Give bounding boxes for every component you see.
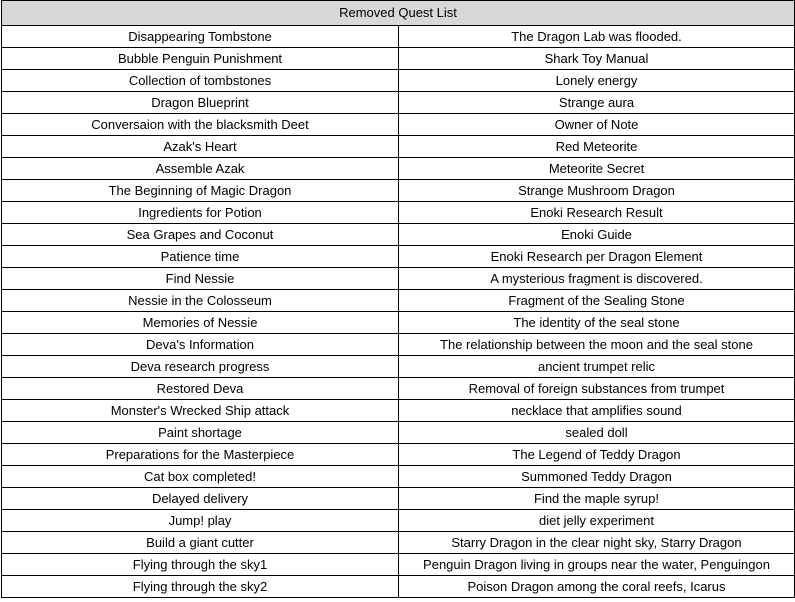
quest-name-right: The relationship between the moon and the seal stone: [399, 334, 795, 356]
quest-name-left: Delayed delivery: [2, 488, 399, 510]
removed-quest-table: [1, 0, 795, 598]
table-row: [2, 334, 795, 356]
quest-name-left: Jump! play: [2, 510, 399, 532]
table-row: [2, 576, 795, 598]
quest-name-left: Sea Grapes and Coconut: [2, 224, 399, 246]
table-row: [2, 488, 795, 510]
quest-name-right: A mysterious fragment is discovered.: [399, 268, 795, 290]
quest-name-left: Dragon Blueprint: [2, 92, 399, 114]
quest-name-left: Preparations for the Masterpiece: [2, 444, 399, 466]
table-row: [2, 554, 795, 576]
quest-name-right: Enoki Research Result: [399, 202, 795, 224]
quest-name-right: sealed doll: [399, 422, 795, 444]
quest-name-left: Deva's Information: [2, 334, 399, 356]
table-row: [2, 114, 795, 136]
quest-name-right: Find the maple syrup!: [399, 488, 795, 510]
table-row: [2, 510, 795, 532]
quest-name-left: Flying through the sky1: [2, 554, 399, 576]
quest-name-left: Build a giant cutter: [2, 532, 399, 554]
quest-name-right: Enoki Guide: [399, 224, 795, 246]
quest-name-left: The Beginning of Magic Dragon: [2, 180, 399, 202]
table-row: [2, 290, 795, 312]
quest-name-left: Flying through the sky2: [2, 576, 399, 598]
quest-name-left: Deva research progress: [2, 356, 399, 378]
table-row: [2, 466, 795, 488]
quest-name-right: diet jelly experiment: [399, 510, 795, 532]
quest-name-right: Owner of Note: [399, 114, 795, 136]
quest-name-left: Paint shortage: [2, 422, 399, 444]
table-row: [2, 532, 795, 554]
quest-name-right: Summoned Teddy Dragon: [399, 466, 795, 488]
table-row: [2, 180, 795, 202]
quest-name-left: Memories of Nessie: [2, 312, 399, 334]
quest-name-right: Lonely energy: [399, 70, 795, 92]
quest-name-left: Ingredients for Potion: [2, 202, 399, 224]
quest-name-right: Shark Toy Manual: [399, 48, 795, 70]
quest-name-left: Patience time: [2, 246, 399, 268]
table-row: [2, 400, 795, 422]
quest-name-right: Fragment of the Sealing Stone: [399, 290, 795, 312]
quest-name-left: Nessie in the Colosseum: [2, 290, 399, 312]
quest-name-right: necklace that amplifies sound: [399, 400, 795, 422]
quest-name-left: Monster's Wrecked Ship attack: [2, 400, 399, 422]
quest-name-left: Assemble Azak: [2, 158, 399, 180]
table-row: [2, 70, 795, 92]
quest-name-right: Poison Dragon among the coral reefs, Icarus: [399, 576, 795, 598]
quest-name-right: Enoki Research per Dragon Element: [399, 246, 795, 268]
table-row: [2, 202, 795, 224]
table-title: Removed Quest List: [2, 1, 795, 26]
quest-name-right: The Legend of Teddy Dragon: [399, 444, 795, 466]
table-row: [2, 246, 795, 268]
quest-name-right: Starry Dragon in the clear night sky, Starry Dragon: [399, 532, 795, 554]
table-row: [2, 26, 795, 48]
table-row: [2, 158, 795, 180]
quest-name-right: Red Meteorite: [399, 136, 795, 158]
table-row: [2, 422, 795, 444]
quest-name-right: Penguin Dragon living in groups near the water, Penguingon: [399, 554, 795, 576]
table-row: [2, 312, 795, 334]
table-header-row: [2, 1, 795, 26]
quest-name-right: ancient trumpet relic: [399, 356, 795, 378]
table-row: [2, 268, 795, 290]
quest-name-right: Strange Mushroom Dragon: [399, 180, 795, 202]
quest-name-left: Collection of tombstones: [2, 70, 399, 92]
quest-name-left: Cat box completed!: [2, 466, 399, 488]
quest-name-left: Bubble Penguin Punishment: [2, 48, 399, 70]
quest-name-right: Strange aura: [399, 92, 795, 114]
quest-name-left: Conversaion with the blacksmith Deet: [2, 114, 399, 136]
quest-name-right: The Dragon Lab was flooded.: [399, 26, 795, 48]
quest-name-left: Find Nessie: [2, 268, 399, 290]
table-body: [2, 26, 795, 598]
table-row: [2, 224, 795, 246]
table-row: [2, 444, 795, 466]
quest-name-right: Meteorite Secret: [399, 158, 795, 180]
quest-name-right: The identity of the seal stone: [399, 312, 795, 334]
quest-name-right: Removal of foreign substances from trumpet: [399, 378, 795, 400]
table-row: [2, 378, 795, 400]
table-row: [2, 136, 795, 158]
table-row: [2, 356, 795, 378]
table-row: [2, 92, 795, 114]
quest-name-left: Restored Deva: [2, 378, 399, 400]
quest-name-left: Azak's Heart: [2, 136, 399, 158]
table-row: [2, 48, 795, 70]
quest-name-left: Disappearing Tombstone: [2, 26, 399, 48]
